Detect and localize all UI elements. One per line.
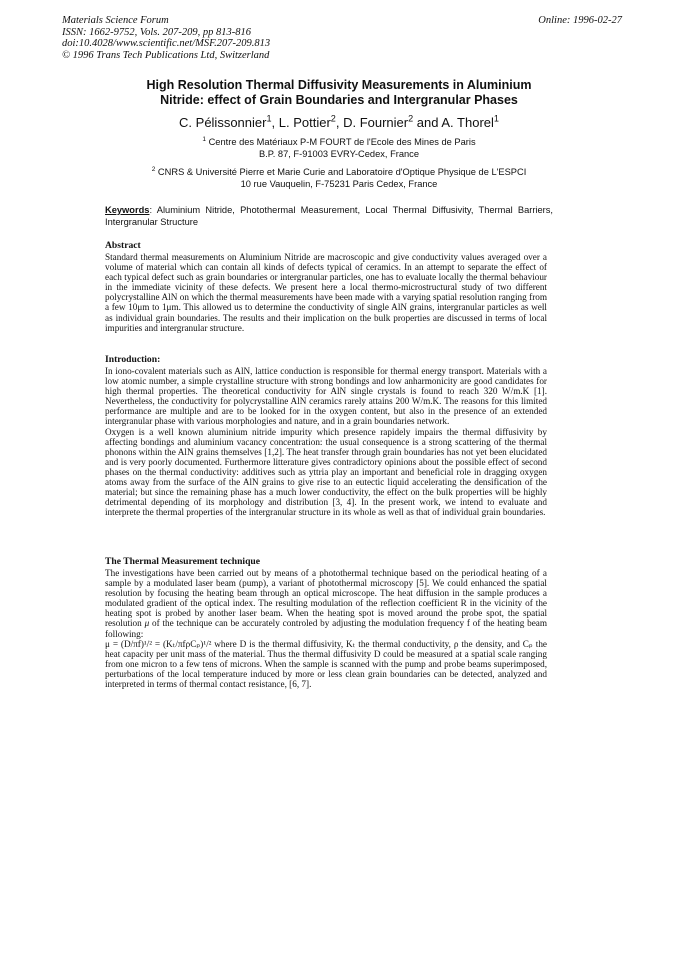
author-affiliation-mark: 1 <box>266 113 272 124</box>
online-date: Online: 1996-02-27 <box>538 15 622 26</box>
paragraph: In iono-covalent materials such as AlN, lattice conduction is responsible for thermal energy transport. Materials with a low atomic number, a simple crystalline structure with strong bondings and low anharmonicity are good candidates for high thermal properties. The theoretical conductivity for AlN single crystals is found to reach 320 W/m.K [1]. Nevertheless, the conductivity for polycrystalline AlN ceramics rarely attains 200 W/m.K. The reasons for this limited performance are multiple and are to be looked for in the oxygen content, but also in the presence of an extended intergranular phase with various morphologies and nature, and in a grain boundaries network. <box>105 366 547 427</box>
author-name: A. Thorel <box>441 115 494 130</box>
author-affiliation-mark: 2 <box>330 113 336 124</box>
paragraph-part: of the technique can be accurately controled by adjusting the modulation frequency f of the heating beam following: <box>105 618 547 639</box>
mu-symbol: μ <box>144 618 150 629</box>
keywords: Keywords: Aluminium Nitride, Photothermal Measurement, Local Thermal Diffusivity, Thermal Barriers, Intergranular Structure <box>105 205 554 227</box>
doi-line: doi:10.4028/www.scientific.net/MSF.207-209.813 <box>62 38 271 49</box>
title-line-2: Nitride: effect of Grain Boundaries and Intergranular Phases <box>160 93 518 107</box>
affiliation-line: 10 rue Vauquelin, F-75231 Paris Cedex, France <box>240 179 438 189</box>
paragraph-part: The investigations have been carried out by means of a photothermal technique based on the periodical heating of a sample by a modulated laser beam (pump), a variant of photothermal microscopy [5]. We could enhanced the spatial resolution by focusing the heating beam through an optical microscope. The heat diffusion in the sample produces a modulated gradient of the optical index. The resulting modulation of the reflection coefficient R in the vicinity of the heating spot is probed by another laser beam. When the heating spot is moved around the probe spot, the spatial resolution <box>105 568 547 629</box>
author-affiliation-mark: 1 <box>493 113 499 124</box>
abstract-text: Standard thermal measurements on Aluminium Nitride are macroscopic and give conductivity values averaged over a volume of material which can contain all kinds of defects typical of ceramics. In an attempt to separate the effect of each typical defect such as grain boundaries or intergranular particles, one has to evaluate locally the thermal behaviour in the immediate vicinity of these defects. We present here a local thermo-microstructural study of two different polycrystalline AlN on which the thermal measurements have been made with a varying spatial resolution ranging from a few 10μm to 1μm. This allowed us to determine the conductivity of single AlN grains, intergranular particles as well as individual grain boundaries. The results and their implication on the bulk properties are discussed in terms of local impurities and intergranular structure. <box>105 252 547 333</box>
thermal-technique-heading: The Thermal Measurement technique <box>105 556 260 567</box>
author-affiliation-mark: 2 <box>408 113 414 124</box>
abstract-section <box>105 240 547 333</box>
journal-name: Materials Science Forum <box>62 15 169 26</box>
paragraph: Oxygen is a well known aluminium nitride impurity which presence rapidely impairs the thermal diffusivity by affecting bondings and aluminium vacancy concentration: the usual consequence is a strong scattering of the thermal phonons within the AlN grains themselves [1,2]. The heat transfer through grain boundaries has not yet been elucidated and is very poorly documented. Furthermore litterature gives contradictory opinions about the possible effect of second phases on the thermal conductivity: additives such as yttria play an important and beneficial role in dragging oxygen atoms away from the surface of the AlN grains to give rise to an eutectic liquid accelerating the densification of the material; but since the remaining phase has a much lower conductivity, the effect on the bulk properties will be highly detrimental depending of its morphology and distribution [3, 4]. In the present work, we intend to evaluate and interprete the thermal properties of the intergranular structure in its whole as well as that of individual grain boundaries. <box>105 426 547 518</box>
author-name: D. Fournier <box>343 115 409 130</box>
author-list: C. Pélissonnier$^1$, L. Pottier$^2$, D. Fournier$^2$ and A. Thorel$^1$ <box>179 113 499 130</box>
affiliation-2 <box>60 166 618 190</box>
title-line-1: High Resolution Thermal Diffusivity Measurements in Aluminium <box>146 78 532 92</box>
thermal-technique-section <box>105 556 547 689</box>
paper-title <box>60 78 618 108</box>
keywords-label: Keywords <box>105 205 150 215</box>
affiliation-line: CNRS & Université Pierre et Marie Curie and Laboratoire d'Optique Physique de L'ESPCI <box>157 167 527 177</box>
publication-header <box>62 15 622 61</box>
introduction-heading: Introduction: <box>105 354 161 365</box>
affiliation-number: 2 <box>151 165 156 173</box>
affiliation-line: B.P. 87, F-91003 EVRY-Cedex, France <box>258 149 420 159</box>
affiliation-1 <box>60 136 618 160</box>
affiliation-line: Centre des Matériaux P-M FOURT de l'Ecole des Mines de Paris <box>208 137 476 147</box>
abstract-heading: Abstract <box>105 240 141 251</box>
copyright-line: © 1996 Trans Tech Publications Ltd, Switzerland <box>62 49 270 61</box>
equation: μ = (D/πf)¹/² = (Kₜ/πfρCₚ)¹/² <box>105 638 212 649</box>
affiliation-number: 1 <box>202 135 206 143</box>
paragraph <box>105 639 547 689</box>
author-name: L. Pottier <box>278 115 331 130</box>
keywords-text: Aluminium Nitride, Photothermal Measurement, Local Thermal Diffusivity, Thermal Barriers, Intergranular Structure <box>105 205 554 227</box>
introduction-section <box>105 354 547 517</box>
paragraph <box>105 568 547 639</box>
issn-line: ISSN: 1662-9752, Vols. 207-209, pp 813-816 <box>62 26 251 38</box>
paragraph-part: where D is the thermal diffusivity, Kₜ the thermal conductivity, ρ the density, and Cₚ the heat capacity per unit mass of the material. Thus the thermal diffusivity D could be measured at a spatial scale ranging from one micron to a few tens of microns. When the sample is scanned with the pump and probe beams superimposed, perturbations of the local temperature induced by more or less clean grain boundaries can be detected, analyzed and interpreted in terms of thermal contact resistance, [6, 7]. <box>105 638 547 690</box>
author-name: C. Pélissonnier <box>179 115 267 130</box>
